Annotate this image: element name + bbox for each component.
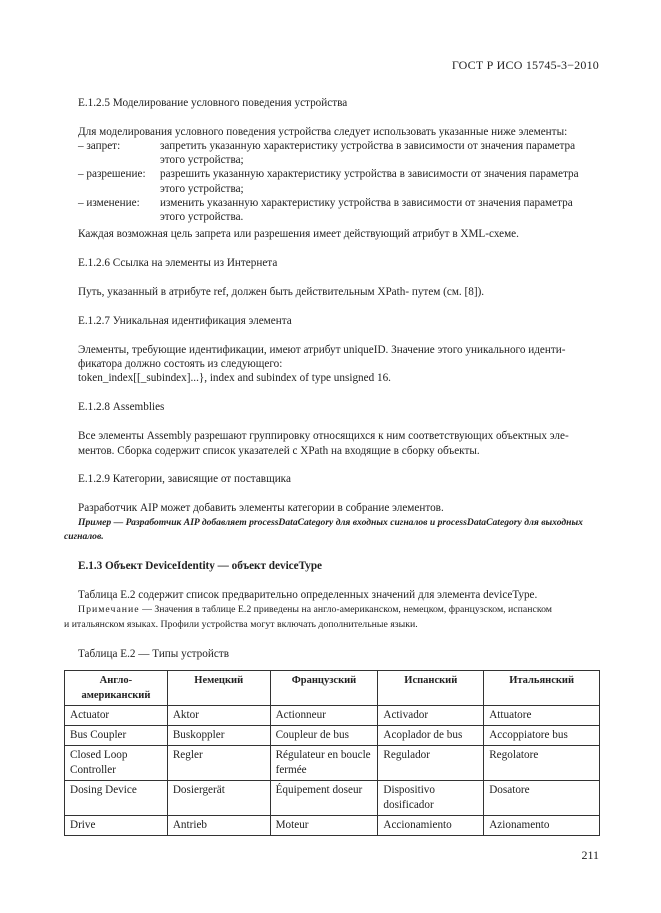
- table-caption: Таблица Е.2 — Типы устройств: [78, 648, 229, 660]
- section-e127-line2: фикатора должно состоять из следующего:: [78, 358, 283, 370]
- section-e126-text: Путь, указанный в атрибуте ref, должен быть действительным XPath- путем (см. [8]).: [78, 286, 485, 298]
- table-cell: Buskoppler: [167, 726, 270, 746]
- table-cell: Activador: [378, 706, 484, 726]
- definition-term: – разрешение:: [78, 168, 146, 181]
- section-e125-closing: Каждая возможная цель запрета или разрешения имеет действующий атрибут в XML-схеме.: [78, 228, 519, 240]
- table-row: [65, 706, 600, 726]
- section-e127-title: Е.1.2.7 Уникальная идентификация элемента: [78, 315, 292, 327]
- note-line2: и итальянском языках. Профили устройства могут включать дополнительные языки.: [64, 619, 418, 630]
- table-cell: Dosatore: [484, 781, 600, 816]
- section-e127-line3: token_index[[_subindex]...}, index and subindex of type unsigned 16.: [78, 372, 391, 384]
- table-cell: Moteur: [270, 816, 378, 836]
- section-e125-title: Е.1.2.5 Моделирование условного поведения устройства: [78, 97, 348, 109]
- header-french: Французский: [270, 671, 378, 706]
- table-cell: Antrieb: [167, 816, 270, 836]
- section-e13-title: Е.1.3 Объект DeviceIdentity — объект deviceType: [78, 560, 323, 572]
- table-cell: Regolatore: [484, 746, 600, 781]
- section-e126-title: Е.1.2.6 Ссылка на элементы из Интернета: [78, 257, 278, 269]
- definition-term: – изменение:: [78, 196, 140, 209]
- definition-text: разрешить указанную характеристику устройства в зависимости от значения параметра этого устройства;: [160, 168, 579, 195]
- note-label: Примечание: [78, 604, 140, 615]
- device-types-table: [64, 670, 600, 836]
- table-cell: Azionamento: [484, 816, 600, 836]
- table-cell: Accionamiento: [378, 816, 484, 836]
- section-e13-text: Таблица Е.2 содержит список предварительно определенных значений для элемента deviceType.: [78, 589, 538, 601]
- section-e129-title: Е.1.2.9 Категории, зависящие от поставщика: [78, 473, 291, 485]
- table-cell: Regler: [167, 746, 270, 781]
- table-row: [65, 781, 600, 816]
- definition-text: запретить указанную характеристику устройства в зависимости от значения параметра этого устройства;: [160, 140, 576, 167]
- table-cell: Actionneur: [270, 706, 378, 726]
- definition-text: изменить указанную характеристику устройства в зависимости от значения параметра этого устройства.: [160, 196, 573, 224]
- table-row: [65, 726, 600, 746]
- section-e128-title: Е.1.2.8 Assemblies: [78, 401, 165, 413]
- table-cell: Attuatore: [484, 706, 600, 726]
- table-cell: Coupleur de bus: [270, 726, 378, 746]
- standard-code: ГОСТ Р ИСО 15745-3−2010: [451, 58, 599, 72]
- section-e129-text: Разработчик AIP может добавить элементы категории в собрание элементов.: [78, 502, 444, 514]
- table-cell: Accoppiatore bus: [484, 726, 600, 746]
- table-cell: Dosing Device: [65, 781, 168, 816]
- section-e128-line1: Все элементы Assembly разрешают группировку относящихся к ним соответствующих объектных эле-: [78, 430, 569, 442]
- table-cell: Équipement doseur: [270, 781, 378, 816]
- table-cell: Aktor: [167, 706, 270, 726]
- table-cell: Actuator: [65, 706, 168, 726]
- section-e127-line1: Элементы, требующие идентификации, имеют атрибут uniqueID. Значение этого уникального иденти-: [78, 344, 566, 356]
- section-e128-line2: ментов. Сборка содержит список указателей с XPath на входящие в сборку объекты.: [78, 445, 480, 457]
- definition-item-allow: [78, 167, 600, 195]
- page-number: 211: [581, 848, 599, 862]
- definition-list: [78, 139, 600, 224]
- example-line2: сигналов.: [64, 531, 104, 542]
- example-line1: Пример — Разработчик AIP добавляет processDataCategory для входных сигналов и processDataCategory для выходных: [78, 517, 583, 528]
- table-cell: Closed Loop Controller: [65, 746, 168, 781]
- table-row: [65, 746, 600, 781]
- definition-item-prohibit: [78, 139, 600, 167]
- table-cell: Acoplador de bus: [378, 726, 484, 746]
- table-cell: Bus Coupler: [65, 726, 168, 746]
- header-german: Немецкий: [167, 671, 270, 706]
- table-cell: Drive: [65, 816, 168, 836]
- header-italian: Итальянский: [484, 671, 600, 706]
- definition-item-modify: [78, 196, 600, 224]
- table-cell: Régulateur en boucle fermée: [270, 746, 378, 781]
- section-e125-intro: Для моделирования условного поведения устройства следует использовать указанные ниже элементы:: [78, 126, 568, 138]
- table-row: [65, 816, 600, 836]
- table-cell: Dispositivo dosificador: [378, 781, 484, 816]
- table-cell: Dosiergerät: [167, 781, 270, 816]
- table-cell: Regulador: [378, 746, 484, 781]
- definition-term: – запрет:: [78, 140, 121, 152]
- header-anglo-american: Англо-американский: [65, 671, 168, 706]
- table-header-row: [65, 671, 600, 706]
- header-spanish: Испанский: [378, 671, 484, 706]
- note-line1: Примечание — Значения в таблице Е.2 приведены на англо-американском, немецком, французском, испанском: [78, 604, 552, 615]
